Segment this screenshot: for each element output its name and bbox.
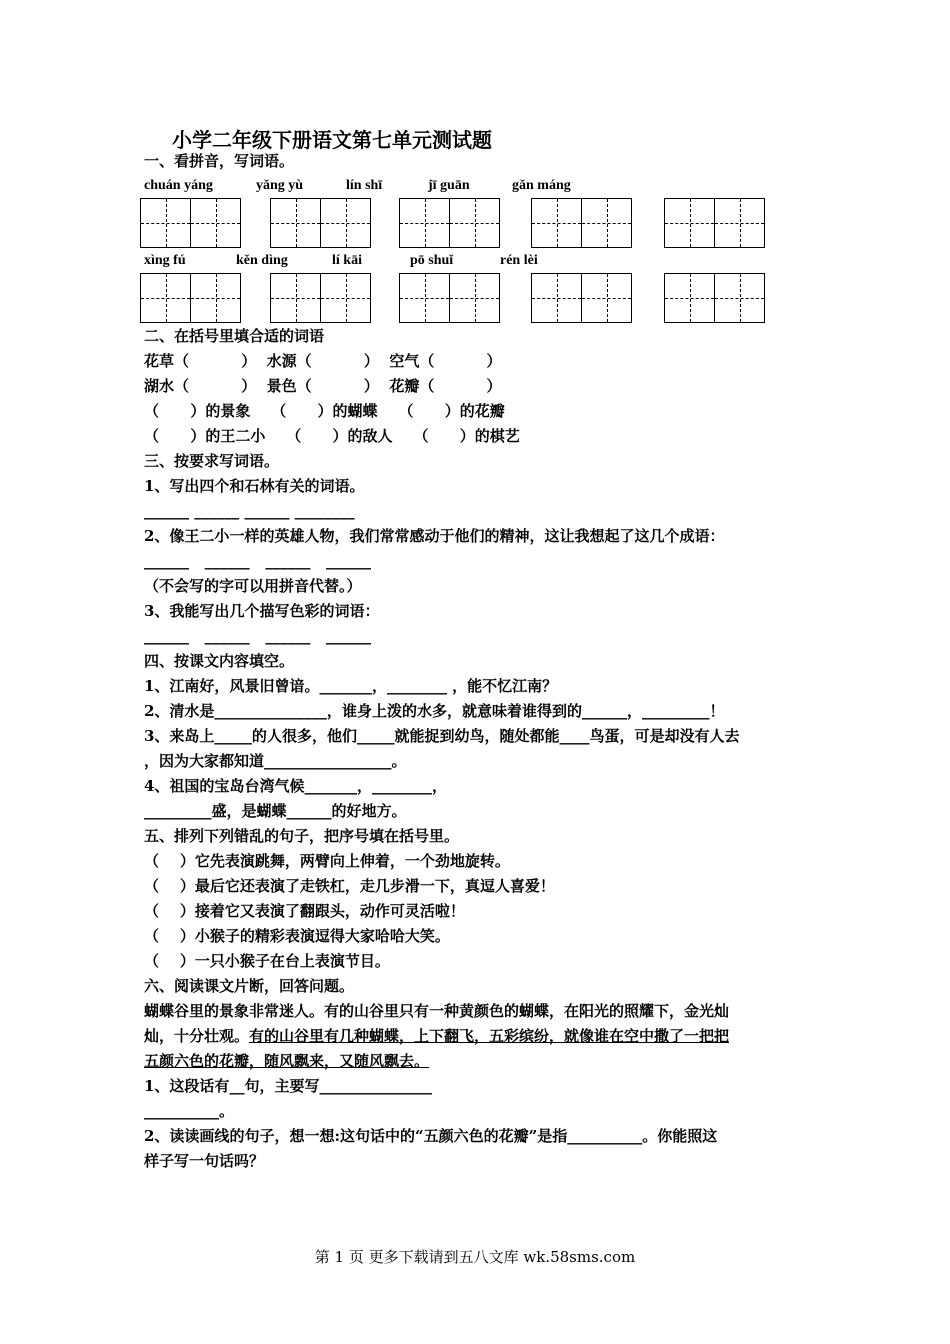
writing-grid[interactable] bbox=[664, 273, 765, 323]
pinyin: yǎng yù bbox=[256, 178, 304, 193]
pinyin: chuán yáng bbox=[144, 178, 213, 193]
section-3-heading: 三、按要求写词语。 bbox=[144, 452, 280, 470]
question: 1、江南好，风景旧曾谙。_______，________ ，能不忆江南？ bbox=[144, 677, 558, 695]
question: 2、像王二小一样的英雄人物，我们常常感动于他们的精神，这让我想起了这几个成语： bbox=[144, 527, 725, 545]
writing-grid[interactable] bbox=[399, 273, 500, 323]
pinyin: gǎn máng bbox=[512, 178, 571, 193]
sentence-item: （ ）它先表演跳舞，两臂向上伸着，一个劲地旋转。 bbox=[144, 852, 510, 870]
answer-blanks[interactable]: ______ ______ ______ ______ bbox=[144, 627, 371, 645]
grid-cell bbox=[271, 274, 320, 322]
pinyin: xìng fú bbox=[144, 253, 186, 268]
page-footer: 第 1 页 更多下载请到五八文库 wk.58sms.com bbox=[314, 1248, 636, 1266]
underlined-sentence: 五颜六色的花瓣，随风飘来，又随风飘去。 bbox=[144, 1052, 430, 1070]
grid-cell bbox=[141, 274, 190, 322]
question: 3、来岛上_____的人很多，他们_____就能捉到幼鸟，随处都能____鸟蛋，可是却没有人去 bbox=[144, 727, 740, 745]
answer-blanks[interactable]: ______ ______ ______ ________ bbox=[144, 502, 355, 520]
grid-cell bbox=[320, 274, 370, 322]
grid-cell bbox=[320, 199, 370, 247]
page-title: 小学二年级下册语文第七单元测试题 bbox=[172, 128, 492, 152]
writing-grid[interactable] bbox=[140, 198, 241, 248]
question: 2、读读画线的句子，想一想:这句话中的“五颜六色的花瓣”是指__________。你能照这 bbox=[144, 1127, 718, 1145]
question: 2、清水是_______________，谁身上泼的水多，就意味着谁得到的______，_________！ bbox=[144, 702, 725, 720]
section-2-heading: 二、在括号里填合适的词语 bbox=[144, 327, 325, 345]
grid-cell bbox=[141, 199, 190, 247]
fill-line: （ ）的王二小 （ ）的敌人 （ ）的棋艺 bbox=[144, 427, 520, 445]
section-4-heading: 四、按课文内容填空。 bbox=[144, 652, 295, 670]
question: 4、祖国的宝岛台湾气候_______，________， bbox=[144, 777, 447, 795]
grid-cell bbox=[714, 274, 764, 322]
fill-line: 花草（ ） 水源（ ） 空气（ ） bbox=[144, 352, 502, 370]
writing-grid[interactable] bbox=[140, 273, 241, 323]
grid-cell bbox=[190, 199, 240, 247]
grid-cell bbox=[581, 274, 631, 322]
writing-grid[interactable] bbox=[270, 273, 371, 323]
section-5-heading: 五、排列下列错乱的句子，把序号填在括号里。 bbox=[144, 827, 460, 845]
grid-cell bbox=[532, 274, 581, 322]
question: 1、这段话有__句，主要写_______________ bbox=[144, 1077, 432, 1095]
question: 1、写出四个和石林有关的词语。 bbox=[144, 477, 365, 495]
pinyin: pō shuǐ bbox=[410, 253, 454, 268]
grid-cell bbox=[449, 274, 499, 322]
note: （不会写的字可以用拼音代替。） bbox=[144, 577, 362, 595]
pinyin: kěn dìng bbox=[236, 253, 288, 268]
passage-line: 蝴蝶谷里的景象非常迷人。有的山谷里只有一种黄颜色的蝴蝶，在阳光的照耀下，金光灿 bbox=[144, 1002, 730, 1020]
pinyin: rén lèi bbox=[500, 253, 538, 268]
fill-line: （ ）的景象 （ ）的蝴蝶 （ ）的花瓣 bbox=[144, 402, 505, 420]
grid-cell bbox=[581, 199, 631, 247]
grid-cell bbox=[532, 199, 581, 247]
writing-grid[interactable] bbox=[664, 198, 765, 248]
answer-blanks[interactable]: ______ ______ ______ ______ bbox=[144, 552, 371, 570]
passage-line bbox=[144, 1026, 729, 1046]
grid-cell bbox=[714, 199, 764, 247]
section-1-heading: 一、看拼音，写词语。 bbox=[144, 152, 295, 170]
pinyin: jī guān bbox=[428, 178, 470, 193]
pinyin: lín shī bbox=[346, 178, 383, 193]
section-6-heading: 六、阅读课文片断，回答问题。 bbox=[144, 977, 355, 995]
grid-cell bbox=[190, 274, 240, 322]
sentence-item: （ ）接着它又表演了翻跟头，动作可灵活啦！ bbox=[144, 902, 465, 920]
grid-cell bbox=[449, 199, 499, 247]
question: __________。 bbox=[144, 1102, 235, 1120]
writing-grid[interactable] bbox=[399, 198, 500, 248]
underlined-sentence: 有的山谷里有几种蝴蝶，上下翻飞，五彩缤纷，就像谁在空中撒了一把把 bbox=[249, 1027, 730, 1045]
fill-line: 湖水（ ） 景色（ ） 花瓣（ ） bbox=[144, 377, 502, 395]
question: 3、我能写出几个描写色彩的词语： bbox=[144, 602, 380, 620]
writing-grid[interactable] bbox=[531, 198, 632, 248]
grid-cell bbox=[665, 274, 714, 322]
grid-cell bbox=[665, 199, 714, 247]
grid-cell bbox=[400, 274, 449, 322]
writing-grid[interactable] bbox=[531, 273, 632, 323]
passage-text: 灿，十分壮观。 bbox=[144, 1027, 250, 1045]
grid-cell bbox=[271, 199, 320, 247]
sentence-item: （ ）一只小猴子在台上表演节目。 bbox=[144, 952, 390, 970]
writing-grid[interactable] bbox=[270, 198, 371, 248]
question: ，因为大家都知道_________________。 bbox=[144, 752, 407, 770]
sentence-item: （ ）最后它还表演了走铁杠，走几步滑一下，真逗人喜爱！ bbox=[144, 877, 555, 895]
question: 样子写一句话吗？ bbox=[144, 1152, 265, 1170]
question: _________盛，是蝴蝶______的好地方。 bbox=[144, 802, 407, 820]
sentence-item: （ ）小猴子的精彩表演逗得大家哈哈大笑。 bbox=[144, 927, 450, 945]
pinyin: lí kāi bbox=[332, 253, 362, 268]
grid-cell bbox=[400, 199, 449, 247]
